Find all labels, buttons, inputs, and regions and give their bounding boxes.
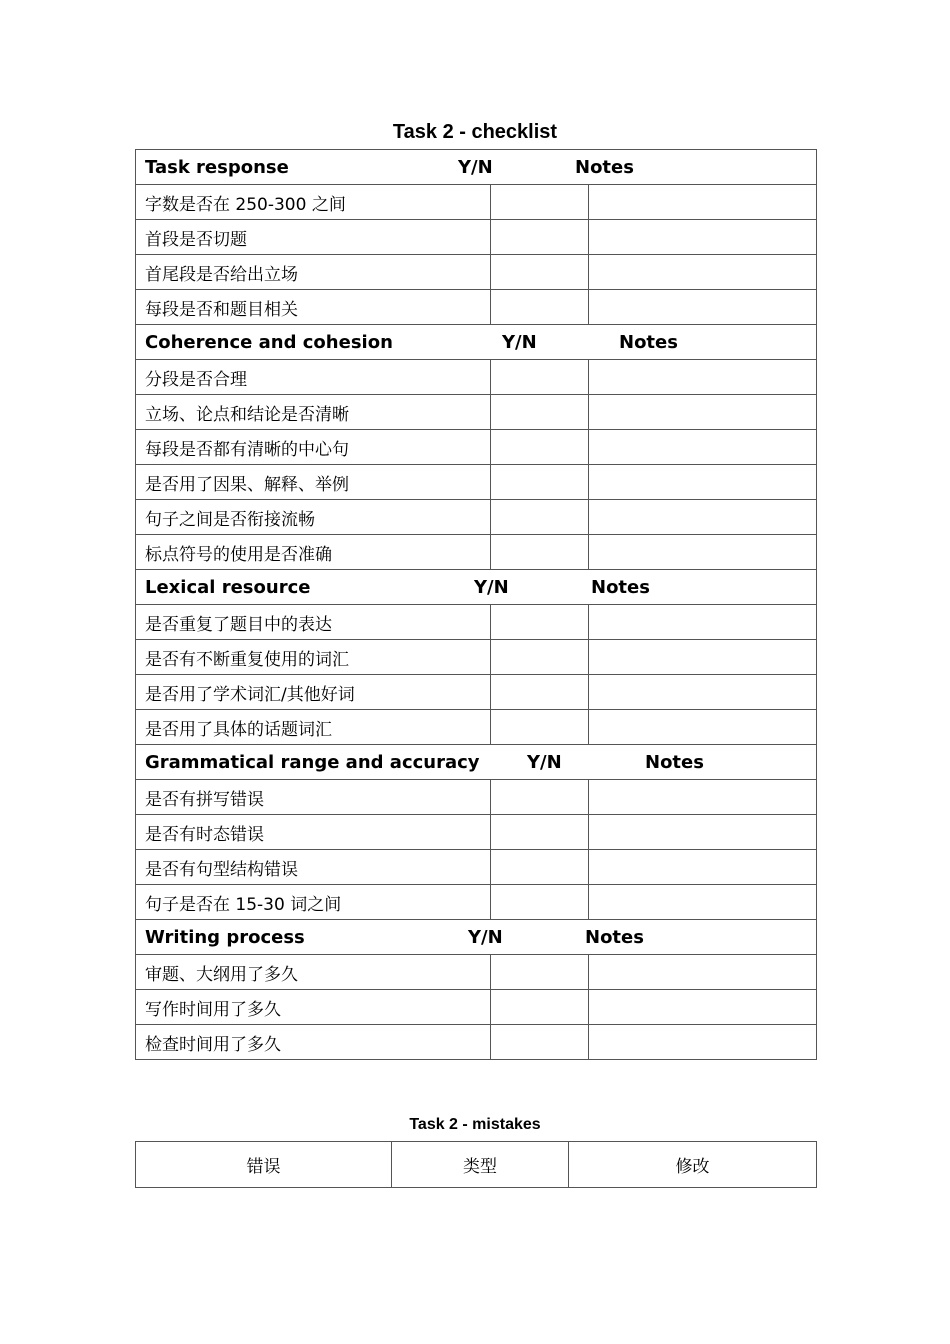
notes-cell[interactable] [589, 815, 817, 850]
yn-cell[interactable] [491, 780, 589, 815]
yn-cell[interactable] [491, 255, 589, 290]
checklist-item: 字数是否在 250-300 之间 [136, 185, 491, 220]
yn-label: Y/N [468, 927, 503, 948]
checklist-row [136, 990, 817, 1025]
checklist-row [136, 815, 817, 850]
checklist-title: Task 2 - checklist [392, 121, 558, 143]
checklist-item: 是否有拼写错误 [136, 780, 491, 815]
notes-cell[interactable] [589, 465, 817, 500]
checklist-item: 是否有句型结构错误 [136, 850, 491, 885]
checklist-row [136, 640, 817, 675]
notes-cell[interactable] [589, 290, 817, 325]
notes-label: Notes [591, 577, 650, 598]
checklist-item: 是否用了因果、解释、举例 [136, 465, 491, 500]
notes-cell[interactable] [589, 710, 817, 745]
section-header [136, 325, 817, 360]
checklist-item: 是否用了具体的话题词汇 [136, 710, 491, 745]
section-heading: Task response [145, 156, 289, 178]
checklist-row [136, 605, 817, 640]
notes-label: Notes [645, 752, 704, 773]
section-header-row [136, 920, 817, 955]
checklist-item: 立场、论点和结论是否清晰 [136, 395, 491, 430]
checklist-item: 是否用了学术词汇/其他好词 [136, 675, 491, 710]
checklist-item: 是否有不断重复使用的词汇 [136, 640, 491, 675]
notes-cell[interactable] [589, 640, 817, 675]
notes-cell[interactable] [589, 360, 817, 395]
notes-cell[interactable] [589, 850, 817, 885]
notes-cell[interactable] [589, 605, 817, 640]
section-header [136, 920, 817, 955]
notes-cell[interactable] [589, 255, 817, 290]
mistake-header-type: 类型 [392, 1142, 569, 1188]
checklist-item: 句子是否在 15-30 词之间 [136, 885, 491, 920]
section-header-row [136, 325, 817, 360]
notes-cell[interactable] [589, 955, 817, 990]
section-header-row [136, 570, 817, 605]
yn-cell[interactable] [491, 605, 589, 640]
notes-cell[interactable] [589, 430, 817, 465]
checklist-row [136, 780, 817, 815]
yn-label: Y/N [502, 332, 537, 353]
checklist-item: 是否有时态错误 [136, 815, 491, 850]
section-heading: Grammatical range and accuracy [145, 751, 480, 773]
checklist-item: 首段是否切题 [136, 220, 491, 255]
checklist-row [136, 220, 817, 255]
section-heading: Lexical resource [145, 576, 311, 598]
yn-cell[interactable] [491, 850, 589, 885]
section-header [136, 150, 817, 185]
checklist-row [136, 710, 817, 745]
yn-cell[interactable] [491, 220, 589, 255]
checklist-row [136, 395, 817, 430]
yn-cell[interactable] [491, 290, 589, 325]
yn-cell[interactable] [491, 500, 589, 535]
notes-label: Notes [619, 332, 678, 353]
checklist-item: 是否重复了题目中的表达 [136, 605, 491, 640]
checklist-row [136, 535, 817, 570]
checklist-row [136, 255, 817, 290]
checklist-item: 句子之间是否衔接流畅 [136, 500, 491, 535]
checklist-row [136, 850, 817, 885]
yn-cell[interactable] [491, 815, 589, 850]
checklist-item: 写作时间用了多久 [136, 990, 491, 1025]
notes-label: Notes [585, 927, 644, 948]
notes-cell[interactable] [589, 1025, 817, 1060]
yn-cell[interactable] [491, 955, 589, 990]
yn-label: Y/N [458, 157, 493, 178]
yn-cell[interactable] [491, 465, 589, 500]
notes-cell[interactable] [589, 500, 817, 535]
mistakes-title: Task 2 - mistakes [409, 1116, 541, 1133]
section-heading: Writing process [145, 926, 305, 948]
yn-cell[interactable] [491, 535, 589, 570]
yn-label: Y/N [527, 752, 562, 773]
yn-label: Y/N [474, 577, 509, 598]
checklist-item: 审题、大纲用了多久 [136, 955, 491, 990]
checklist-row [136, 885, 817, 920]
notes-cell[interactable] [589, 395, 817, 430]
checklist-row [136, 500, 817, 535]
mistakes-table [135, 1141, 817, 1188]
yn-cell[interactable] [491, 710, 589, 745]
yn-cell[interactable] [491, 675, 589, 710]
checklist-row [136, 360, 817, 395]
yn-cell[interactable] [491, 360, 589, 395]
yn-cell[interactable] [491, 640, 589, 675]
yn-cell[interactable] [491, 990, 589, 1025]
mistake-header-error: 错误 [136, 1142, 392, 1188]
section-header [136, 570, 817, 605]
yn-cell[interactable] [491, 885, 589, 920]
checklist-table [135, 149, 817, 1060]
yn-cell[interactable] [491, 430, 589, 465]
checklist-item: 检查时间用了多久 [136, 1025, 491, 1060]
checklist-row [136, 675, 817, 710]
yn-cell[interactable] [491, 185, 589, 220]
section-header [136, 745, 817, 780]
notes-cell[interactable] [589, 885, 817, 920]
section-heading: Coherence and cohesion [145, 331, 393, 353]
notes-cell[interactable] [589, 675, 817, 710]
checklist-row [136, 290, 817, 325]
checklist-item: 每段是否和题目相关 [136, 290, 491, 325]
checklist-row [136, 1025, 817, 1060]
checklist-row [136, 465, 817, 500]
checklist-item: 每段是否都有清晰的中心句 [136, 430, 491, 465]
notes-cell[interactable] [589, 780, 817, 815]
checklist-item: 首尾段是否给出立场 [136, 255, 491, 290]
notes-cell[interactable] [589, 535, 817, 570]
notes-cell[interactable] [589, 220, 817, 255]
checklist-item: 分段是否合理 [136, 360, 491, 395]
checklist-item: 标点符号的使用是否准确 [136, 535, 491, 570]
yn-cell[interactable] [491, 1025, 589, 1060]
section-header-row [136, 745, 817, 780]
yn-cell[interactable] [491, 395, 589, 430]
notes-cell[interactable] [589, 185, 817, 220]
notes-label: Notes [575, 157, 634, 178]
mistake-header-fix: 修改 [569, 1142, 817, 1188]
checklist-row [136, 430, 817, 465]
section-header-row [136, 150, 817, 185]
checklist-row [136, 185, 817, 220]
mistakes-header-row [136, 1142, 817, 1188]
notes-cell[interactable] [589, 990, 817, 1025]
checklist-row [136, 955, 817, 990]
